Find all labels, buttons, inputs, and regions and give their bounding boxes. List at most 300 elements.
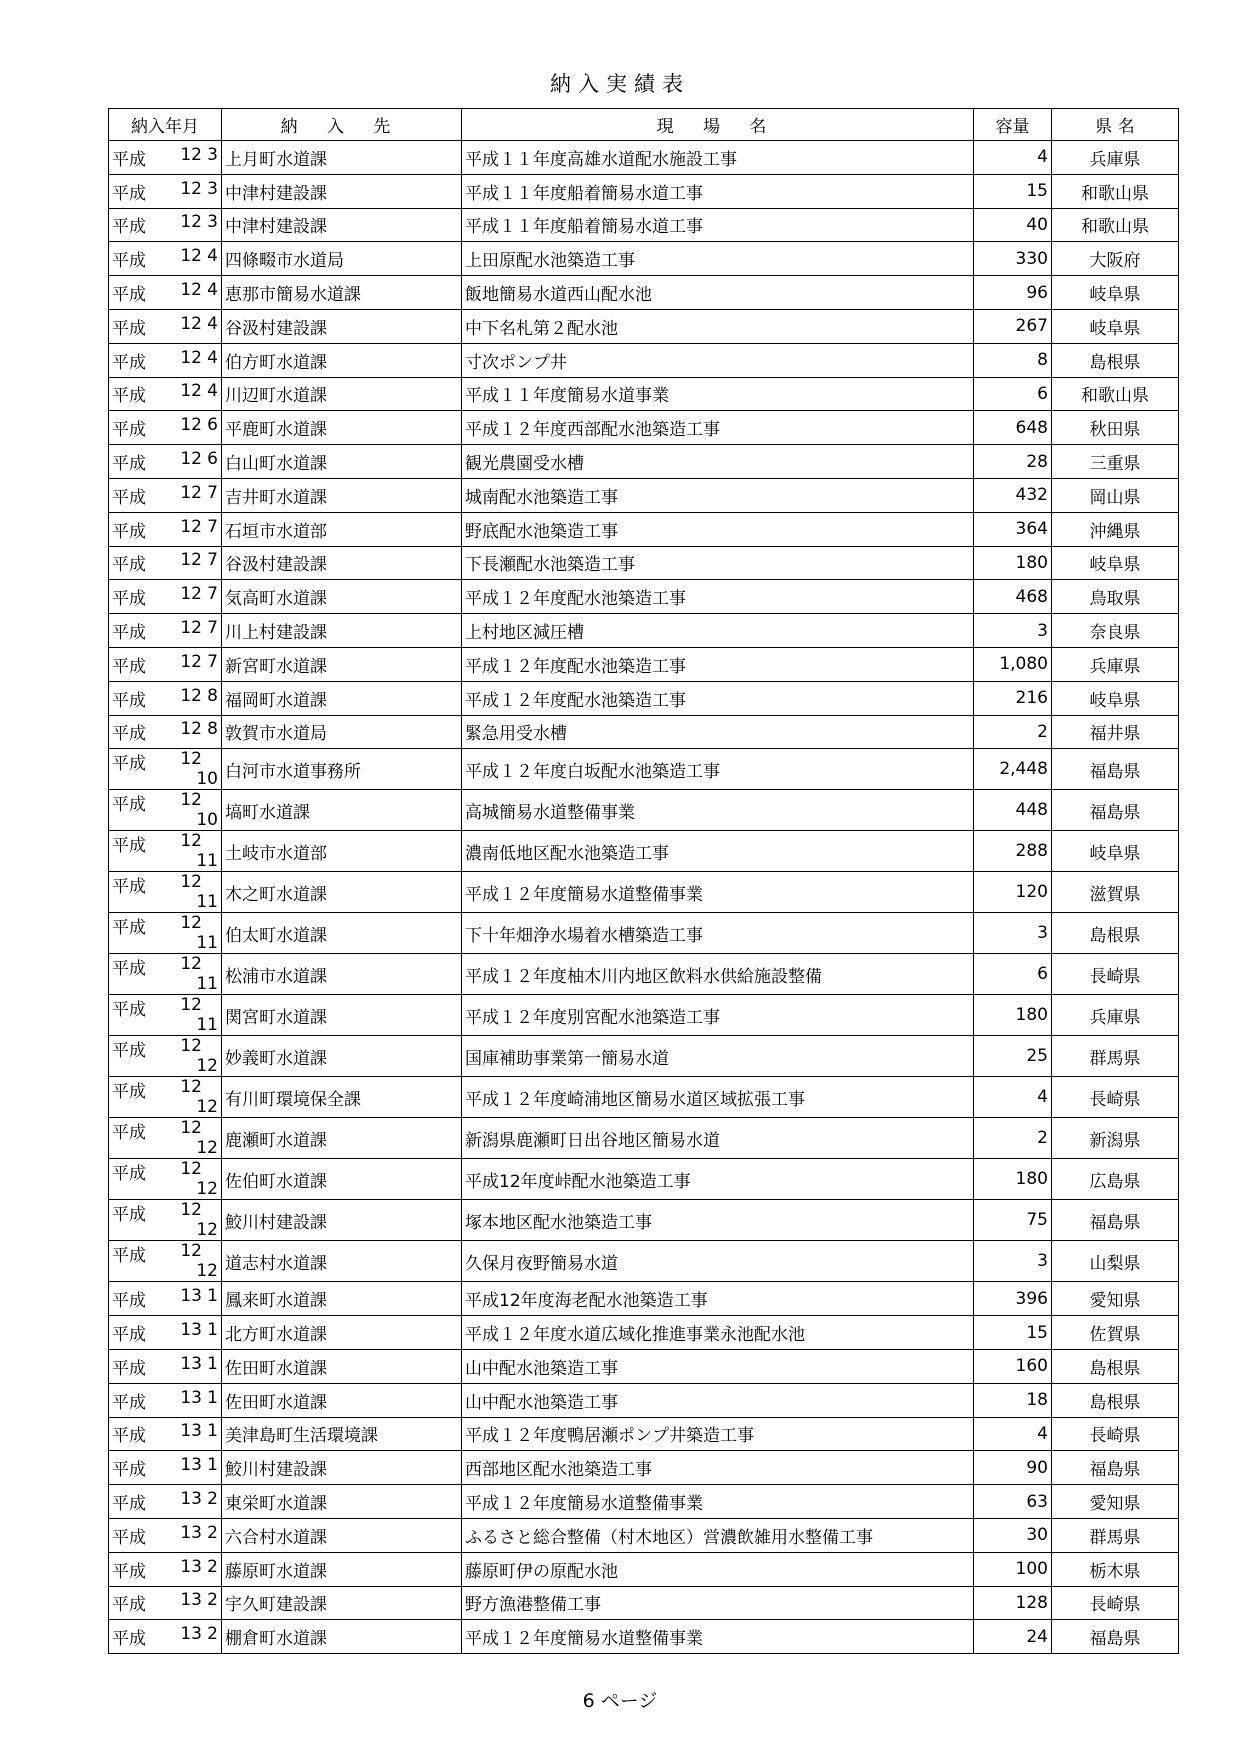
month: 7 <box>207 651 218 672</box>
year: 13 <box>180 1455 202 1476</box>
table-row <box>109 276 1179 310</box>
year: 12 <box>180 1077 202 1098</box>
capacity-cell: 30 <box>974 1518 1052 1552</box>
capacity-cell: 160 <box>974 1349 1052 1383</box>
delivery-date-cell <box>109 1349 222 1383</box>
capacity-cell: 6 <box>974 954 1052 995</box>
capacity-cell: 3 <box>974 1241 1052 1282</box>
delivery-date-cell <box>109 1036 222 1077</box>
header-date: 納入年月 <box>109 109 222 141</box>
capacity-cell: 364 <box>974 512 1052 546</box>
site-cell: 上村地区減圧槽 <box>462 614 974 648</box>
capacity-cell: 2 <box>974 1118 1052 1159</box>
customer-cell: 佐田町水道課 <box>222 1349 462 1383</box>
prefecture-cell: 群馬県 <box>1052 1036 1179 1077</box>
delivery-date-cell <box>109 614 222 648</box>
page-number: 6 ページ <box>582 1690 658 1712</box>
table-row <box>109 1349 1179 1383</box>
month: 4 <box>207 381 218 402</box>
year: 13 <box>180 1387 202 1408</box>
era: 平成 <box>112 1164 146 1185</box>
era: 平成 <box>112 1629 146 1650</box>
month: 8 <box>207 719 218 740</box>
year: 13 <box>180 1353 202 1374</box>
prefecture-cell: 福島県 <box>1052 1451 1179 1485</box>
prefecture-cell: 新潟県 <box>1052 1118 1179 1159</box>
prefecture-cell: 三重県 <box>1052 445 1179 479</box>
site-cell: 平成１２年度別宮配水池築造工事 <box>462 995 974 1036</box>
delivery-date-cell <box>109 546 222 580</box>
year: 12 <box>180 1200 202 1221</box>
prefecture-cell: 兵庫県 <box>1052 995 1179 1036</box>
customer-cell: 佐田町水道課 <box>222 1383 462 1417</box>
era: 平成 <box>112 1561 146 1582</box>
customer-cell: 有川町環境保全課 <box>222 1077 462 1118</box>
era: 平成 <box>112 555 146 576</box>
site-cell: 野底配水池築造工事 <box>462 512 974 546</box>
site-cell: 西部地区配水池築造工事 <box>462 1451 974 1485</box>
year: 13 <box>180 1489 202 1510</box>
capacity-cell: 15 <box>974 1316 1052 1350</box>
capacity-cell: 648 <box>974 411 1052 445</box>
site-cell: 平成１１年度簡易水道事業 <box>462 377 974 411</box>
header-prefecture: 県 名 <box>1052 109 1179 141</box>
year: 13 <box>180 1556 202 1577</box>
year: 12 <box>180 685 202 706</box>
capacity-cell: 18 <box>974 1383 1052 1417</box>
era: 平成 <box>112 1325 146 1346</box>
site-cell: 平成１２年度崎浦地区簡易水道区域拡張工事 <box>462 1077 974 1118</box>
site-cell: 平成１２年度簡易水道整備事業 <box>462 1620 974 1654</box>
era: 平成 <box>112 352 146 373</box>
month: 8 <box>207 685 218 706</box>
year: 12 <box>180 415 202 436</box>
capacity-cell: 4 <box>974 1077 1052 1118</box>
era: 平成 <box>112 487 146 508</box>
capacity-cell: 25 <box>974 1036 1052 1077</box>
site-cell: 平成１２年度配水池築造工事 <box>462 647 974 681</box>
customer-cell: 白河市水道事務所 <box>222 749 462 790</box>
prefecture-cell: 長崎県 <box>1052 954 1179 995</box>
year: 12 <box>180 280 202 301</box>
era: 平成 <box>112 795 146 816</box>
capacity-cell: 2,448 <box>974 749 1052 790</box>
delivery-date-cell <box>109 1316 222 1350</box>
year: 12 <box>180 381 202 402</box>
customer-cell: 川上村建設課 <box>222 614 462 648</box>
table-row <box>109 1417 1179 1451</box>
era: 平成 <box>112 217 146 238</box>
customer-cell: 鮫川村建設課 <box>222 1451 462 1485</box>
prefecture-cell: 奈良県 <box>1052 614 1179 648</box>
table-row <box>109 1036 1179 1077</box>
year: 12 <box>180 995 202 1016</box>
table-row <box>109 1118 1179 1159</box>
delivery-date-cell <box>109 478 222 512</box>
era: 平成 <box>112 251 146 272</box>
prefecture-cell: 和歌山県 <box>1052 377 1179 411</box>
table-row <box>109 1586 1179 1620</box>
month: 2 <box>207 1556 218 1577</box>
month: 4 <box>207 313 218 334</box>
capacity-cell: 4 <box>974 141 1052 175</box>
prefecture-cell: 島根県 <box>1052 913 1179 954</box>
table-row <box>109 445 1179 479</box>
capacity-cell: 3 <box>974 913 1052 954</box>
era: 平成 <box>112 836 146 857</box>
site-cell: 塚本地区配水池築造工事 <box>462 1200 974 1241</box>
customer-cell: 上月町水道課 <box>222 141 462 175</box>
delivery-date-cell <box>109 1485 222 1519</box>
table-row <box>109 208 1179 242</box>
site-cell: 上田原配水池築造工事 <box>462 242 974 276</box>
site-cell: 平成１１年度船着簡易水道工事 <box>462 174 974 208</box>
year: 12 <box>180 872 202 893</box>
customer-cell: 棚倉町水道課 <box>222 1620 462 1654</box>
month: 7 <box>207 584 218 605</box>
capacity-cell: 40 <box>974 208 1052 242</box>
month: 7 <box>207 618 218 639</box>
delivery-date-cell <box>109 141 222 175</box>
site-cell: 平成１２年度水道広域化推進事業永池配水池 <box>462 1316 974 1350</box>
capacity-cell: 330 <box>974 242 1052 276</box>
site-cell: 山中配水池築造工事 <box>462 1383 974 1417</box>
era: 平成 <box>112 285 146 306</box>
site-cell: 濃南低地区配水池築造工事 <box>462 831 974 872</box>
month: 2 <box>207 1624 218 1645</box>
table-row <box>109 411 1179 445</box>
prefecture-cell: 福島県 <box>1052 1200 1179 1241</box>
era: 平成 <box>112 1426 146 1447</box>
table-row <box>109 913 1179 954</box>
customer-cell: 伯方町水道課 <box>222 343 462 377</box>
month: 1 <box>207 1387 218 1408</box>
month: 12 <box>196 1220 218 1241</box>
prefecture-cell: 岐阜県 <box>1052 681 1179 715</box>
prefecture-cell: 福井県 <box>1052 715 1179 749</box>
customer-cell: 北方町水道課 <box>222 1316 462 1350</box>
year: 12 <box>180 651 202 672</box>
year: 12 <box>180 550 202 571</box>
site-cell: 寸次ポンプ井 <box>462 343 974 377</box>
year: 12 <box>180 1241 202 1262</box>
customer-cell: 吉井町水道課 <box>222 478 462 512</box>
site-cell: 平成１２年度鴨居瀬ポンプ井築造工事 <box>462 1417 974 1451</box>
month: 3 <box>207 178 218 199</box>
era: 平成 <box>112 1595 146 1616</box>
year: 12 <box>180 1159 202 1180</box>
delivery-date-cell <box>109 445 222 479</box>
capacity-cell: 128 <box>974 1586 1052 1620</box>
site-cell: 野方漁港整備工事 <box>462 1586 974 1620</box>
customer-cell: 東栄町水道課 <box>222 1485 462 1519</box>
site-cell: 平成１２年度配水池築造工事 <box>462 681 974 715</box>
prefecture-cell: 和歌山県 <box>1052 208 1179 242</box>
era: 平成 <box>112 1000 146 1021</box>
prefecture-cell: 島根県 <box>1052 343 1179 377</box>
site-cell: 高城簡易水道整備事業 <box>462 790 974 831</box>
site-cell: 平成１２年度西部配水池築造工事 <box>462 411 974 445</box>
site-cell: 平成１２年度簡易水道整備事業 <box>462 1485 974 1519</box>
month: 11 <box>196 1015 218 1036</box>
table-row <box>109 242 1179 276</box>
site-cell: 平成１２年度簡易水道整備事業 <box>462 872 974 913</box>
table-row <box>109 872 1179 913</box>
delivery-date-cell <box>109 954 222 995</box>
table-row <box>109 1316 1179 1350</box>
customer-cell: 中津村建設課 <box>222 208 462 242</box>
prefecture-cell: 島根県 <box>1052 1383 1179 1417</box>
delivery-records-table <box>108 108 1179 1654</box>
prefecture-cell: 広島県 <box>1052 1159 1179 1200</box>
capacity-cell: 3 <box>974 614 1052 648</box>
year: 12 <box>180 449 202 470</box>
site-cell: 平成１２年度柚木川内地区飲料水供給施設整備 <box>462 954 974 995</box>
delivery-date-cell <box>109 208 222 242</box>
era: 平成 <box>112 754 146 775</box>
era: 平成 <box>112 690 146 711</box>
delivery-date-cell <box>109 343 222 377</box>
table-row <box>109 1552 1179 1586</box>
site-cell: 観光農園受水槽 <box>462 445 974 479</box>
delivery-date-cell <box>109 512 222 546</box>
delivery-date-cell <box>109 1077 222 1118</box>
prefecture-cell: 岐阜県 <box>1052 546 1179 580</box>
prefecture-cell: 愛知県 <box>1052 1485 1179 1519</box>
year: 12 <box>180 246 202 267</box>
era: 平成 <box>112 454 146 475</box>
capacity-cell: 75 <box>974 1200 1052 1241</box>
month: 2 <box>207 1522 218 1543</box>
year: 13 <box>180 1522 202 1543</box>
customer-cell: 福岡町水道課 <box>222 681 462 715</box>
table-row <box>109 1620 1179 1654</box>
capacity-cell: 432 <box>974 478 1052 512</box>
year: 12 <box>180 1118 202 1139</box>
delivery-date-cell <box>109 913 222 954</box>
year: 12 <box>180 618 202 639</box>
prefecture-cell: 鳥取県 <box>1052 580 1179 614</box>
delivery-date-cell <box>109 1451 222 1485</box>
table-row <box>109 512 1179 546</box>
capacity-cell: 1,080 <box>974 647 1052 681</box>
year: 12 <box>180 178 202 199</box>
site-cell: 平成12年度海老配水池築造工事 <box>462 1282 974 1316</box>
table-row <box>109 1200 1179 1241</box>
month: 12 <box>196 1056 218 1077</box>
month: 12 <box>196 1097 218 1118</box>
customer-cell: 石垣市水道部 <box>222 512 462 546</box>
prefecture-cell: 福島県 <box>1052 1620 1179 1654</box>
customer-cell: 土岐市水道部 <box>222 831 462 872</box>
customer-cell: 谷汲村建設課 <box>222 309 462 343</box>
site-cell: 平成１２年度配水池築造工事 <box>462 580 974 614</box>
month: 1 <box>207 1286 218 1307</box>
customer-cell: 平鹿町水道課 <box>222 411 462 445</box>
month: 7 <box>207 516 218 537</box>
delivery-date-cell <box>109 715 222 749</box>
month: 1 <box>207 1353 218 1374</box>
site-cell: 平成１１年度高雄水道配水施設工事 <box>462 141 974 175</box>
era: 平成 <box>112 1494 146 1515</box>
table-row <box>109 681 1179 715</box>
capacity-cell: 180 <box>974 995 1052 1036</box>
table-row <box>109 580 1179 614</box>
year: 12 <box>180 913 202 934</box>
capacity-cell: 468 <box>974 580 1052 614</box>
prefecture-cell: 滋賀県 <box>1052 872 1179 913</box>
era: 平成 <box>112 959 146 980</box>
customer-cell: 谷汲村建設課 <box>222 546 462 580</box>
month: 12 <box>196 1261 218 1282</box>
capacity-cell: 90 <box>974 1451 1052 1485</box>
year: 12 <box>180 212 202 233</box>
year: 13 <box>180 1624 202 1645</box>
month: 11 <box>196 933 218 954</box>
era: 平成 <box>112 724 146 745</box>
era: 平成 <box>112 656 146 677</box>
month: 12 <box>196 1179 218 1200</box>
era: 平成 <box>112 1082 146 1103</box>
prefecture-cell: 兵庫県 <box>1052 141 1179 175</box>
customer-cell: 木之町水道課 <box>222 872 462 913</box>
era: 平成 <box>112 1246 146 1267</box>
prefecture-cell: 兵庫県 <box>1052 647 1179 681</box>
site-cell: 藤原町伊の原配水池 <box>462 1552 974 1586</box>
month: 12 <box>196 1138 218 1159</box>
capacity-cell: 288 <box>974 831 1052 872</box>
site-cell: 久保月夜野簡易水道 <box>462 1241 974 1282</box>
year: 12 <box>180 516 202 537</box>
delivery-date-cell <box>109 790 222 831</box>
delivery-date-cell <box>109 831 222 872</box>
year: 12 <box>180 584 202 605</box>
delivery-date-cell <box>109 872 222 913</box>
table-row <box>109 790 1179 831</box>
delivery-date-cell <box>109 1417 222 1451</box>
prefecture-cell: 島根県 <box>1052 1349 1179 1383</box>
customer-cell: 関宮町水道課 <box>222 995 462 1036</box>
customer-cell: 道志村水道課 <box>222 1241 462 1282</box>
capacity-cell: 267 <box>974 309 1052 343</box>
site-cell: 城南配水池築造工事 <box>462 478 974 512</box>
site-cell: 国庫補助事業第一簡易水道 <box>462 1036 974 1077</box>
site-cell: 平成12年度峠配水池築造工事 <box>462 1159 974 1200</box>
customer-cell: 妙義町水道課 <box>222 1036 462 1077</box>
month: 1 <box>207 1320 218 1341</box>
site-cell: 緊急用受水槽 <box>462 715 974 749</box>
prefecture-cell: 群馬県 <box>1052 1518 1179 1552</box>
prefecture-cell: 愛知県 <box>1052 1282 1179 1316</box>
site-cell: 山中配水池築造工事 <box>462 1349 974 1383</box>
prefecture-cell: 秋田県 <box>1052 411 1179 445</box>
site-cell: 飯地簡易水道西山配水池 <box>462 276 974 310</box>
table-row <box>109 1451 1179 1485</box>
month: 2 <box>207 1590 218 1611</box>
era: 平成 <box>112 1392 146 1413</box>
table-row <box>109 715 1179 749</box>
customer-cell: 敦賀市水道局 <box>222 715 462 749</box>
era: 平成 <box>112 877 146 898</box>
era: 平成 <box>112 318 146 339</box>
table-row <box>109 377 1179 411</box>
delivery-date-cell <box>109 174 222 208</box>
customer-cell: 四條畷市水道局 <box>222 242 462 276</box>
capacity-cell: 180 <box>974 1159 1052 1200</box>
month: 7 <box>207 482 218 503</box>
site-cell: 平成１１年度船着簡易水道工事 <box>462 208 974 242</box>
delivery-date-cell <box>109 1159 222 1200</box>
delivery-date-cell <box>109 1118 222 1159</box>
month: 11 <box>196 974 218 995</box>
customer-cell: 宇久町建設課 <box>222 1586 462 1620</box>
customer-cell: 佐伯町水道課 <box>222 1159 462 1200</box>
delivery-date-cell <box>109 1383 222 1417</box>
capacity-cell: 448 <box>974 790 1052 831</box>
prefecture-cell: 沖縄県 <box>1052 512 1179 546</box>
prefecture-cell: 岐阜県 <box>1052 276 1179 310</box>
customer-cell: 鳳来町水道課 <box>222 1282 462 1316</box>
year: 12 <box>180 790 202 811</box>
month: 2 <box>207 1489 218 1510</box>
capacity-cell: 2 <box>974 715 1052 749</box>
table-row <box>109 1077 1179 1118</box>
prefecture-cell: 大阪府 <box>1052 242 1179 276</box>
customer-cell: 松浦市水道課 <box>222 954 462 995</box>
era: 平成 <box>112 1460 146 1481</box>
table-row <box>109 749 1179 790</box>
table-row <box>109 614 1179 648</box>
era: 平成 <box>112 521 146 542</box>
capacity-cell: 24 <box>974 1620 1052 1654</box>
customer-cell: 鮫川村建設課 <box>222 1200 462 1241</box>
year: 12 <box>180 144 202 165</box>
delivery-date-cell <box>109 309 222 343</box>
table-row <box>109 954 1179 995</box>
era: 平成 <box>112 183 146 204</box>
customer-cell: 藤原町水道課 <box>222 1552 462 1586</box>
table-row <box>109 1485 1179 1519</box>
month: 11 <box>196 892 218 913</box>
customer-cell: 中津村建設課 <box>222 174 462 208</box>
delivery-date-cell <box>109 377 222 411</box>
capacity-cell: 4 <box>974 1417 1052 1451</box>
prefecture-cell: 福島県 <box>1052 790 1179 831</box>
year: 12 <box>180 719 202 740</box>
delivery-date-cell <box>109 1552 222 1586</box>
customer-cell: 伯太町水道課 <box>222 913 462 954</box>
month: 7 <box>207 550 218 571</box>
delivery-date-cell <box>109 647 222 681</box>
customer-cell: 六合村水道課 <box>222 1518 462 1552</box>
prefecture-cell: 岡山県 <box>1052 478 1179 512</box>
customer-cell: 美津島町生活環境課 <box>222 1417 462 1451</box>
delivery-date-cell <box>109 276 222 310</box>
table-row <box>109 343 1179 377</box>
capacity-cell: 180 <box>974 546 1052 580</box>
table-header-row <box>109 109 1179 141</box>
header-capacity: 容量 <box>974 109 1052 141</box>
site-cell: 下長瀬配水池築造工事 <box>462 546 974 580</box>
era: 平成 <box>112 918 146 939</box>
customer-cell: 新宮町水道課 <box>222 647 462 681</box>
era: 平成 <box>112 1123 146 1144</box>
delivery-date-cell <box>109 749 222 790</box>
delivery-date-cell <box>109 1241 222 1282</box>
table-row <box>109 1241 1179 1282</box>
site-cell: ふるさと総合整備（村木地区）営濃飲雑用水整備工事 <box>462 1518 974 1552</box>
delivery-date-cell <box>109 242 222 276</box>
